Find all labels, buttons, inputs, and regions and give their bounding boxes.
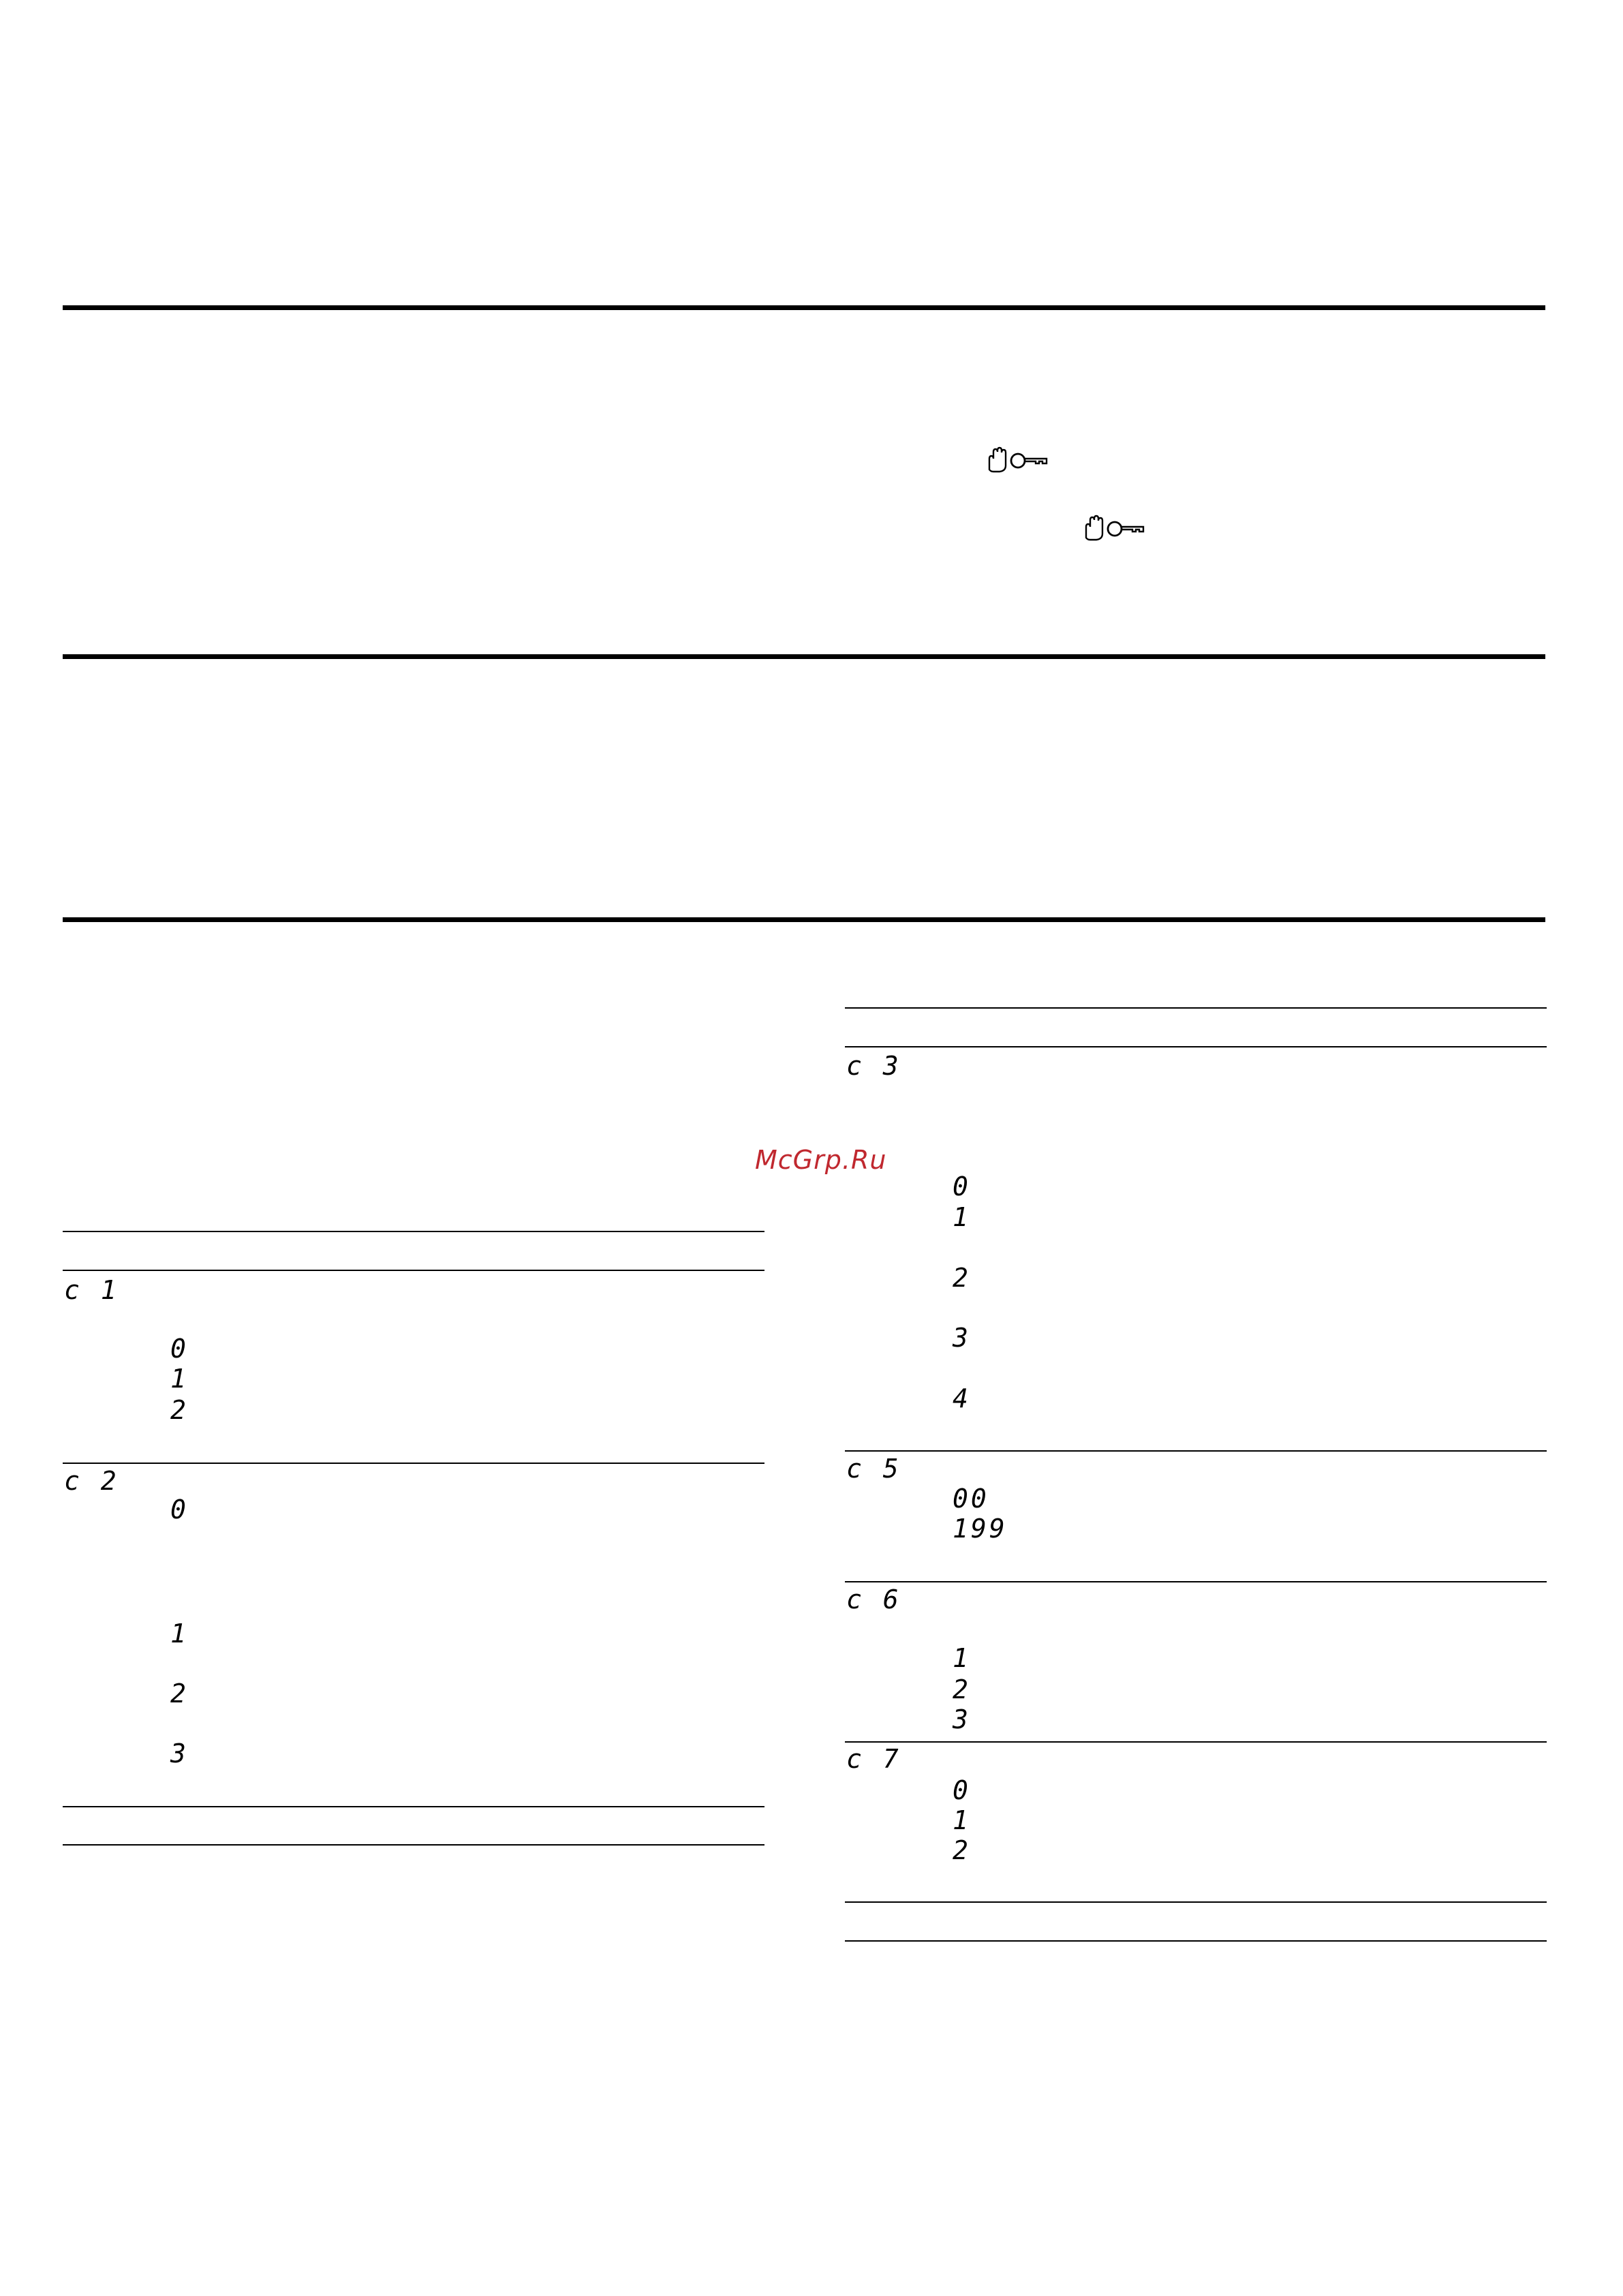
table-row-rule (845, 1741, 1547, 1743)
setting-value: 3 (953, 1704, 971, 1734)
setting-value: 1 (170, 1619, 189, 1649)
setting-value: 2 (953, 1835, 971, 1865)
setting-value: 3 (170, 1739, 189, 1769)
section-rule-middle (63, 654, 1545, 659)
section-rule-bottom (63, 917, 1545, 922)
section-rule-top (63, 305, 1545, 310)
table-header-rule (845, 1007, 1547, 1009)
setting-code-c6: c 6 (846, 1585, 901, 1614)
setting-value: 1 (170, 1364, 189, 1394)
setting-value: 1 (953, 1643, 971, 1673)
watermark: McGrp.Ru (755, 1145, 887, 1175)
setting-value: 0 (170, 1495, 189, 1525)
setting-value: 2 (170, 1395, 189, 1425)
setting-value: 00 (953, 1484, 989, 1514)
hand-key-lock-icon (1082, 515, 1145, 542)
setting-code-c5: c 5 (846, 1454, 901, 1484)
table-header-rule (63, 1231, 764, 1232)
setting-code-c1: c 1 (64, 1275, 119, 1305)
setting-value: 0 (170, 1334, 189, 1364)
setting-value: 199 (953, 1514, 1008, 1544)
table-footer-rule (63, 1806, 764, 1807)
setting-code-c7: c 7 (846, 1744, 901, 1774)
setting-code-c2: c 2 (64, 1466, 119, 1496)
hand-key-lock-icon (985, 446, 1048, 474)
table-footer-rule (845, 1901, 1547, 1903)
setting-value: 3 (953, 1323, 971, 1353)
table-footer-rule (63, 1844, 764, 1846)
table-header-rule (63, 1270, 764, 1271)
setting-value: 0 (953, 1775, 971, 1805)
setting-value: 2 (953, 1674, 971, 1704)
table-row-rule (63, 1463, 764, 1464)
setting-value: 1 (953, 1202, 971, 1232)
setting-value: 0 (953, 1172, 971, 1201)
setting-value: 4 (953, 1383, 971, 1413)
setting-value: 2 (953, 1263, 971, 1293)
setting-code-c3: c 3 (846, 1051, 901, 1081)
table-row-rule (845, 1450, 1547, 1452)
setting-value: 2 (170, 1679, 189, 1709)
table-header-rule (845, 1046, 1547, 1047)
table-footer-rule (845, 1940, 1547, 1942)
setting-value: 1 (953, 1805, 971, 1835)
table-row-rule (845, 1581, 1547, 1582)
